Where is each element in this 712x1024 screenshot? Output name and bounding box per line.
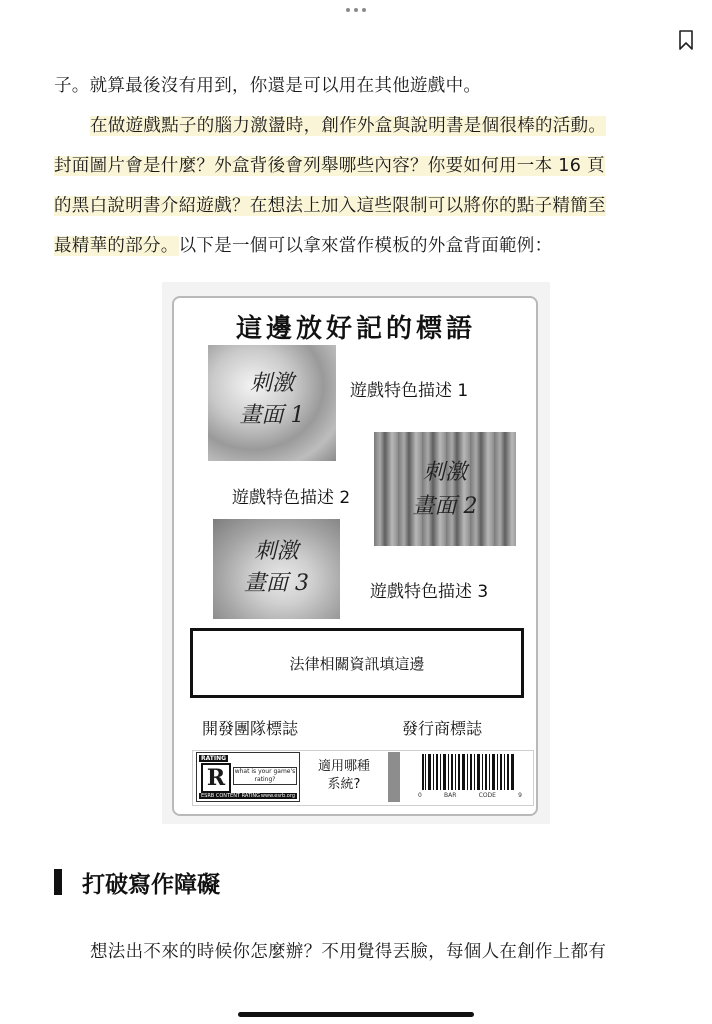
home-indicator[interactable] bbox=[238, 1012, 474, 1017]
text-line: 子。就算最後沒有用到，你還是可以用在其他遊戲中。 bbox=[54, 76, 482, 96]
platform-text: 適用哪種 系統? bbox=[317, 759, 370, 792]
screenshot-3: 刺激 畫面 3 bbox=[213, 519, 340, 619]
highlighted-text[interactable]: 封面圖片會是什麼？外盒背後會列舉哪些內容？你要如何用一本 16 頁 bbox=[54, 156, 605, 176]
highlighted-text[interactable]: 在做遊戲點子的腦力激盪時，創作外盒與說明書是個很棒的活動。 bbox=[90, 116, 607, 136]
more-dots-icon[interactable] bbox=[346, 6, 366, 14]
highlighted-text[interactable]: 最精華的部分。 bbox=[54, 236, 179, 256]
screenshot-2: 刺激 畫面 2 bbox=[374, 432, 516, 546]
screenshot-1: 刺激 畫面 1 bbox=[208, 345, 336, 461]
feature-text-2: 遊戲特色描述 2 bbox=[232, 488, 351, 508]
publisher-logo-text: 發行商標誌 bbox=[402, 719, 483, 738]
text-line: 以下是一個可以拿來當作模板的外盒背面範例： bbox=[178, 236, 553, 256]
grey-block bbox=[388, 752, 400, 802]
barcode: 0 BAR CODE 9 bbox=[414, 754, 526, 802]
heading-bar bbox=[54, 869, 62, 895]
developer-logo-text: 開發團隊標誌 bbox=[202, 719, 299, 738]
rating-letter: R bbox=[201, 763, 231, 793]
feature-text-3: 遊戲特色描述 3 bbox=[370, 582, 489, 602]
section-heading-text: 打破寫作障礙 bbox=[82, 872, 220, 898]
tagline-title: 這邊放好記的標語 bbox=[235, 314, 476, 344]
legal-info-text: 法律相關資訊填這邊 bbox=[289, 654, 425, 673]
feature-text-1: 遊戲特色描述 1 bbox=[350, 381, 469, 401]
barcode-icon bbox=[422, 754, 514, 790]
rating-badge: RATING R what is your game's rating? ESRB CONTENT RATING www.esrb.org bbox=[196, 752, 300, 802]
legal-info-box bbox=[190, 628, 524, 698]
bookmark-icon[interactable] bbox=[678, 30, 694, 50]
text-line: 想法出不來的時候你怎麼辦？不用覺得丟臉，每個人在創作上都有 bbox=[90, 942, 607, 962]
highlighted-text[interactable]: 的黑白說明書介紹遊戲？在想法上加入這些限制可以將你的點子精簡至 bbox=[54, 196, 606, 216]
